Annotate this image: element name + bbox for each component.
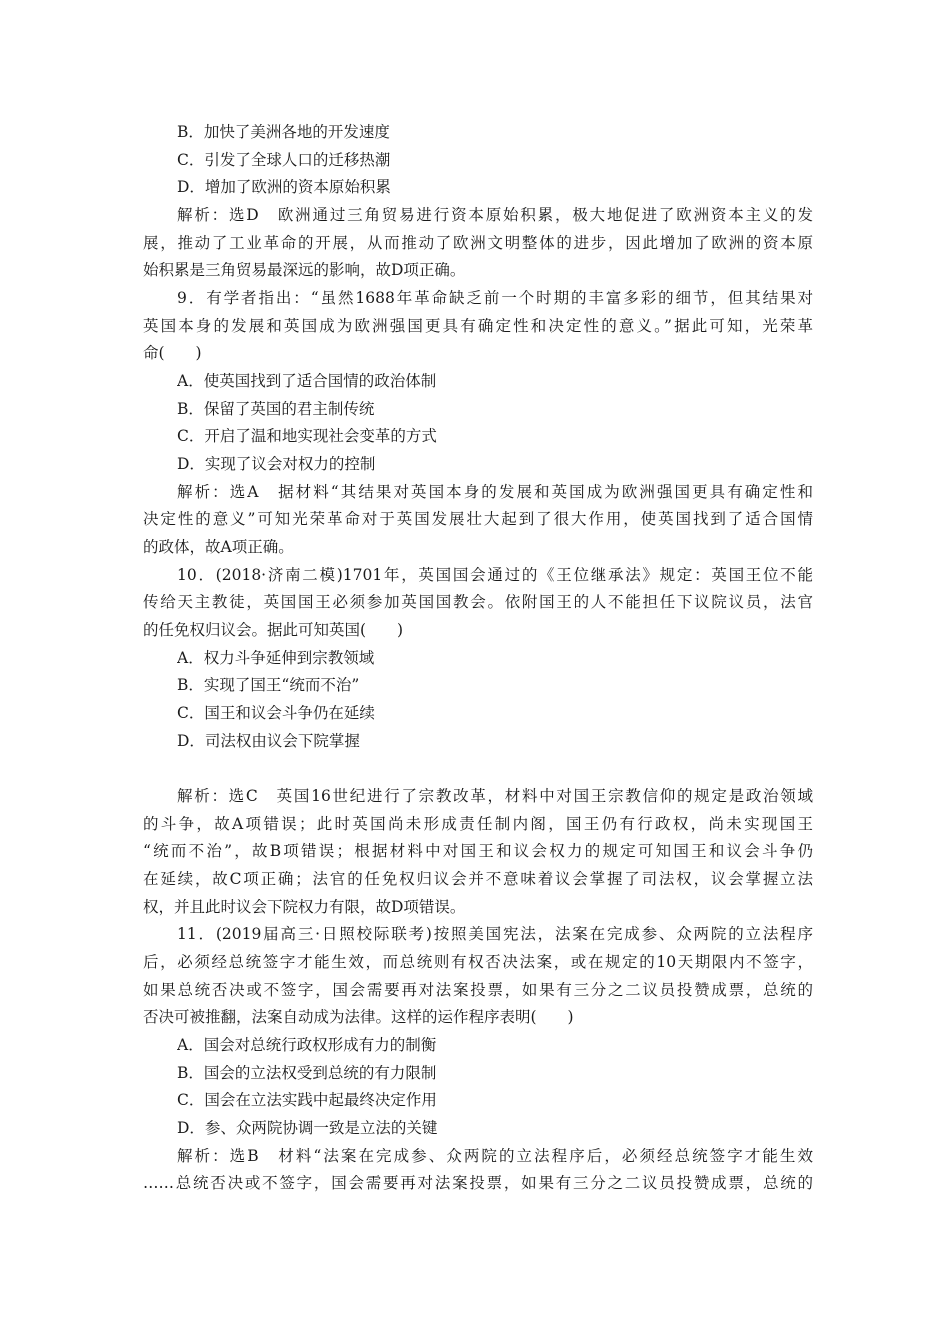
- analysis-q9-line-2: 决定性的意义”可知光荣革命对于英国发展壮大起到了很大作用，使英国找到了适合国情: [143, 510, 813, 528]
- analysis-q8-line-2: 展，推动了工业革命的开展，从而推动了欧洲文明整体的进步，因此增加了欧洲的资本原: [143, 234, 813, 252]
- analysis-q10-line-5: 权，并且此时议会下院权力有限，故D项错误。: [143, 898, 466, 916]
- question-11-line-4: 否决可被推翻，法案自动成为法律。这样的运作程序表明( ): [143, 1008, 574, 1026]
- question-10-line-2: 传给天主教徒，英国国王必须参加英国国教会。依附国王的人不能担任下议院议员，法官: [143, 593, 813, 611]
- option-a-q11: A．国会对总统行政权形成有力的制衡: [177, 1036, 437, 1054]
- option-b-q11: B．国会的立法权受到总统的有力限制: [177, 1064, 437, 1082]
- question-9-line-3: 命( ): [143, 344, 202, 362]
- analysis-q8-line-1: 解析：选D 欧洲通过三角贸易进行资本原始积累，极大地促进了欧洲资本主义的发: [177, 206, 813, 224]
- analysis-q10-line-2: 的斗争，故A项错误；此时英国尚未形成责任制内阁，国王仍有行政权，尚未实现国王: [143, 815, 813, 833]
- analysis-q8-line-3: 始积累是三角贸易最深远的影响，故D项正确。: [143, 261, 466, 279]
- analysis-q9-line-3: 的政体，故A项正确。: [143, 538, 294, 556]
- analysis-q9-line-1: 解析：选A 据材料“其结果对英国本身的发展和英国成为欧洲强国更具有确定性和: [177, 483, 813, 501]
- question-9-line-1: 9．有学者指出：“虽然1688年革命缺乏前一个时期的丰富多彩的细节，但其结果对: [177, 289, 813, 307]
- option-a-q10: A．权力斗争延伸到宗教领域: [177, 649, 375, 667]
- analysis-q10-line-1: 解析：选C 英国16世纪进行了宗教改革，材料中对国王宗教信仰的规定是政治领域: [177, 787, 813, 805]
- analysis-q10-line-3: “统而不治”，故B项错误；根据材料中对国王和议会权力的规定可知国王和议会斗争仍: [143, 842, 813, 860]
- option-d-q10: D．司法权由议会下院掌握: [177, 732, 360, 750]
- question-10-line-1: 10．(2018·济南二模)1701年，英国国会通过的《王位继承法》规定：英国王位不能: [177, 566, 813, 584]
- option-c-q10: C．国王和议会斗争仍在延续: [177, 704, 375, 722]
- option-a-q9: A．使英国找到了适合国情的政治体制: [177, 372, 437, 390]
- question-11-line-2: 后，必须经总统签字才能生效，而总统则有权否决法案，或在规定的10天期限内不签字，: [143, 953, 813, 971]
- option-c-q9: C．开启了温和地实现社会变革的方式: [177, 427, 437, 445]
- option-b-q10: B．实现了国王“统而不治”: [177, 676, 360, 694]
- question-11-line-1: 11．(2019届高三·日照校际联考)按照美国宪法，法案在完成参、众两院的立法程序: [177, 925, 813, 943]
- option-c-q8: C．引发了全球人口的迁移热潮: [177, 151, 391, 169]
- option-b-q9: B．保留了英国的君主制传统: [177, 400, 375, 418]
- analysis-q11-line-2: ……总统否决或不签字，国会需要再对法案投票，如果有三分之二议员投赞成票，总统的: [143, 1174, 813, 1192]
- option-c-q11: C．国会在立法实践中起最终决定作用: [177, 1091, 437, 1109]
- analysis-q10-line-4: 在延续，故C项正确；法官的任免权归议会并不意味着议会掌握了司法权，议会掌握立法: [143, 870, 813, 888]
- question-10-line-3: 的任免权归议会。据此可知英国( ): [143, 621, 404, 639]
- option-b-q8: B．加快了美洲各地的开发速度: [177, 123, 390, 141]
- question-9-line-2: 英国本身的发展和英国成为欧洲强国更具有确定性和决定性的意义。”据此可知，光荣革: [143, 317, 813, 335]
- option-d-q8: D．增加了欧洲的资本原始积累: [177, 178, 391, 196]
- option-d-q11: D．参、众两院协调一致是立法的关键: [177, 1119, 438, 1137]
- option-d-q9: D．实现了议会对权力的控制: [177, 455, 376, 473]
- analysis-q11-line-1: 解析：选B 材料“法案在完成参、众两院的立法程序后，必须经总统签字才能生效: [177, 1147, 813, 1165]
- question-11-line-3: 如果总统否决或不签字，国会需要再对法案投票，如果有三分之二议员投赞成票，总统的: [143, 981, 813, 999]
